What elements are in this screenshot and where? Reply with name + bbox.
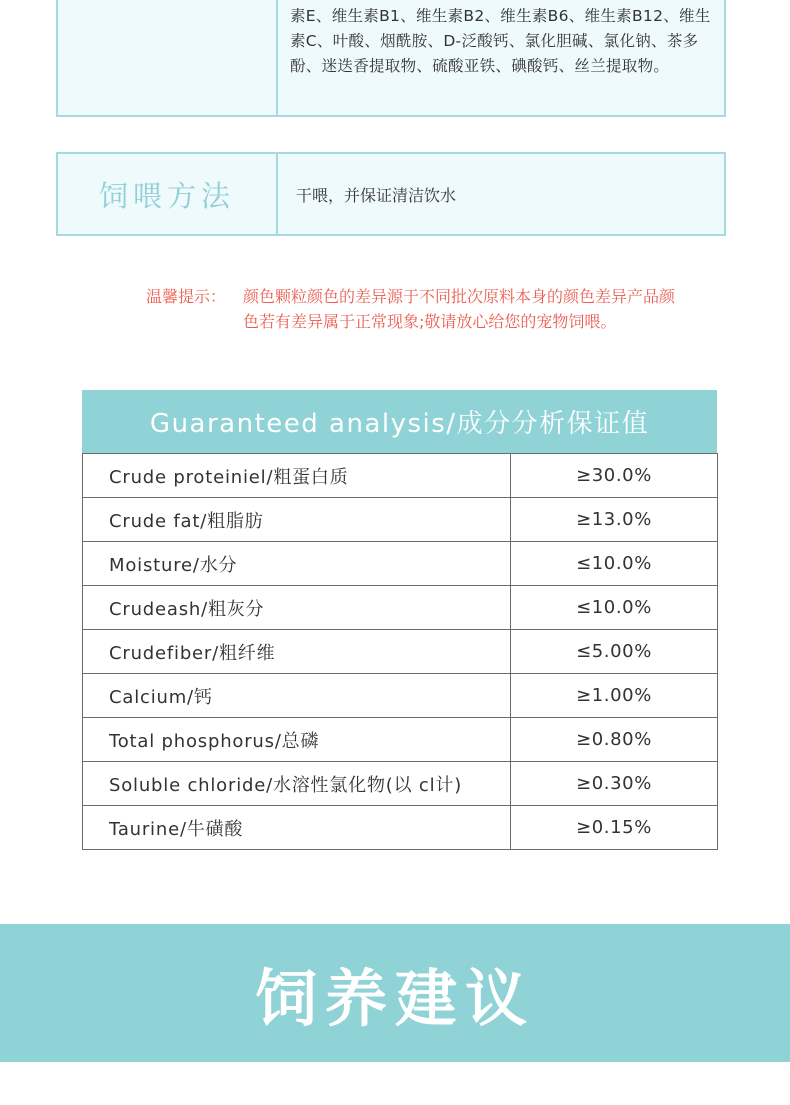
nutrient-name: Calcium/钙 xyxy=(83,674,511,718)
nutrient-value: ≤10.0% xyxy=(511,586,718,630)
table-row xyxy=(83,718,718,762)
nutrient-name: Total phosphorus/总磷 xyxy=(83,718,511,762)
feeding-method-title: 饲喂方法 xyxy=(98,178,235,213)
nutrient-value: ≥0.30% xyxy=(511,762,718,806)
nutrient-value: ≥13.0% xyxy=(511,498,718,542)
feeding-method-panel xyxy=(56,152,726,236)
table-row xyxy=(83,762,718,806)
nutrient-value: ≥0.80% xyxy=(511,718,718,762)
analysis-title: Guaranteed analysis/成分分析保证值 xyxy=(82,390,717,453)
nutrient-value: ≥1.00% xyxy=(511,674,718,718)
nutrient-name: Crudeash/粗灰分 xyxy=(83,586,511,630)
tip-label: 温馨提示： xyxy=(146,287,227,306)
ingredients-panel xyxy=(56,0,726,117)
panel-divider xyxy=(276,154,278,234)
panel-divider xyxy=(276,0,278,115)
nutrient-name: Soluble chloride/水溶性氯化物(以 cl计) xyxy=(83,762,511,806)
nutrient-value: ≤5.00% xyxy=(511,630,718,674)
nutrient-name: Moisture/水分 xyxy=(83,542,511,586)
table-row xyxy=(83,542,718,586)
feeding-advice-title: 饲养建议 xyxy=(254,961,535,1035)
table-row xyxy=(83,806,718,850)
nutrient-value: ≥30.0% xyxy=(511,454,718,498)
tip-text: 颜色颗粒颜色的差异源于不同批次原料本身的颜色差异产品颜色若有差异属于正常现象;敬请放心给您的宠物饲喂。 xyxy=(243,287,676,331)
feeding-method-value: 干喂，并保证清洁饮水 xyxy=(296,185,457,205)
nutrient-name: Taurine/牛磺酸 xyxy=(83,806,511,850)
table-row xyxy=(83,454,718,498)
table-row xyxy=(83,498,718,542)
feeding-advice-banner xyxy=(0,924,790,1062)
nutrient-value: ≤10.0% xyxy=(511,542,718,586)
nutrient-name: Crude fat/粗脂肪 xyxy=(83,498,511,542)
ingredients-text: 素E、维生素B1、维生素B2、维生素B6、维生素B12、维生素C、叶酸、烟酰胺、D-泛酸钙、氯化胆碱、氯化钠、茶多酚、迷迭香提取物、硫酸亚铁、碘酸钙、丝兰提取物。 xyxy=(290,7,711,75)
table-row xyxy=(83,630,718,674)
table-row xyxy=(83,586,718,630)
analysis-table xyxy=(82,453,718,850)
nutrient-value: ≥0.15% xyxy=(511,806,718,850)
table-row xyxy=(83,674,718,718)
nutrient-name: Crude proteiniel/粗蛋白质 xyxy=(83,454,511,498)
nutrient-name: Crudefiber/粗纤维 xyxy=(83,630,511,674)
